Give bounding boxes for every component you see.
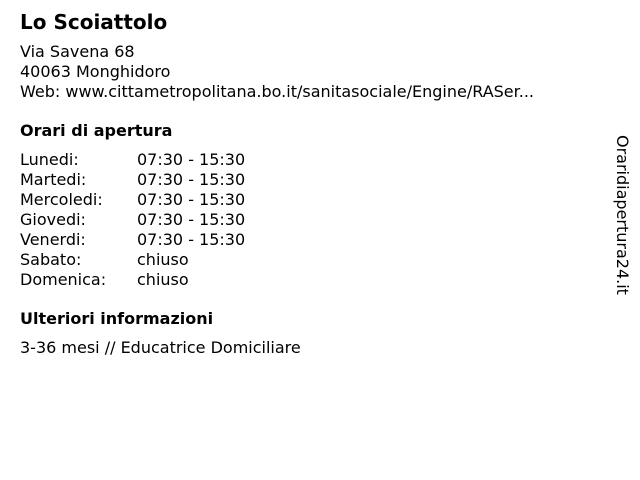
more-info-text: 3-36 mesi // Educatrice Domiciliare <box>20 338 301 357</box>
time-value: 07:30 - 15:30 <box>137 150 246 169</box>
hours-row-wednesday <box>20 190 600 210</box>
website-link[interactable]: Web: www.cittametropolitana.bo.it/sanitasociale/Engine/RASer... <box>20 82 535 101</box>
address-street: Via Savena 68 <box>20 42 135 61</box>
address-city: 40063 Monghidoro <box>20 62 171 81</box>
time-value: 07:30 - 15:30 <box>137 190 246 209</box>
day-label: Martedi: <box>20 170 87 189</box>
time-value: 07:30 - 15:30 <box>137 170 246 189</box>
hours-row-saturday <box>20 250 600 270</box>
opening-hours-heading: Orari di apertura <box>20 121 173 140</box>
opening-hours-table <box>20 150 600 290</box>
day-label: Mercoledi: <box>20 190 103 209</box>
day-label: Domenica: <box>20 270 107 289</box>
more-info-heading: Ulteriori informazioni <box>20 309 214 328</box>
day-label: Sabato: <box>20 250 82 269</box>
site-brand-label: Oraridiapertura24.it <box>613 135 632 295</box>
day-label: Giovedi: <box>20 210 86 229</box>
hours-row-thursday <box>20 210 600 230</box>
day-label: Lunedi: <box>20 150 79 169</box>
time-value: chiuso <box>137 270 189 289</box>
time-value: 07:30 - 15:30 <box>137 210 246 229</box>
hours-row-sunday <box>20 270 600 290</box>
hours-row-friday <box>20 230 600 250</box>
hours-row-monday <box>20 150 600 170</box>
business-name: Lo Scoiattolo <box>20 10 168 34</box>
day-label: Venerdi: <box>20 230 86 249</box>
hours-row-tuesday <box>20 170 600 190</box>
business-card <box>20 10 600 358</box>
time-value: 07:30 - 15:30 <box>137 230 246 249</box>
time-value: chiuso <box>137 250 189 269</box>
